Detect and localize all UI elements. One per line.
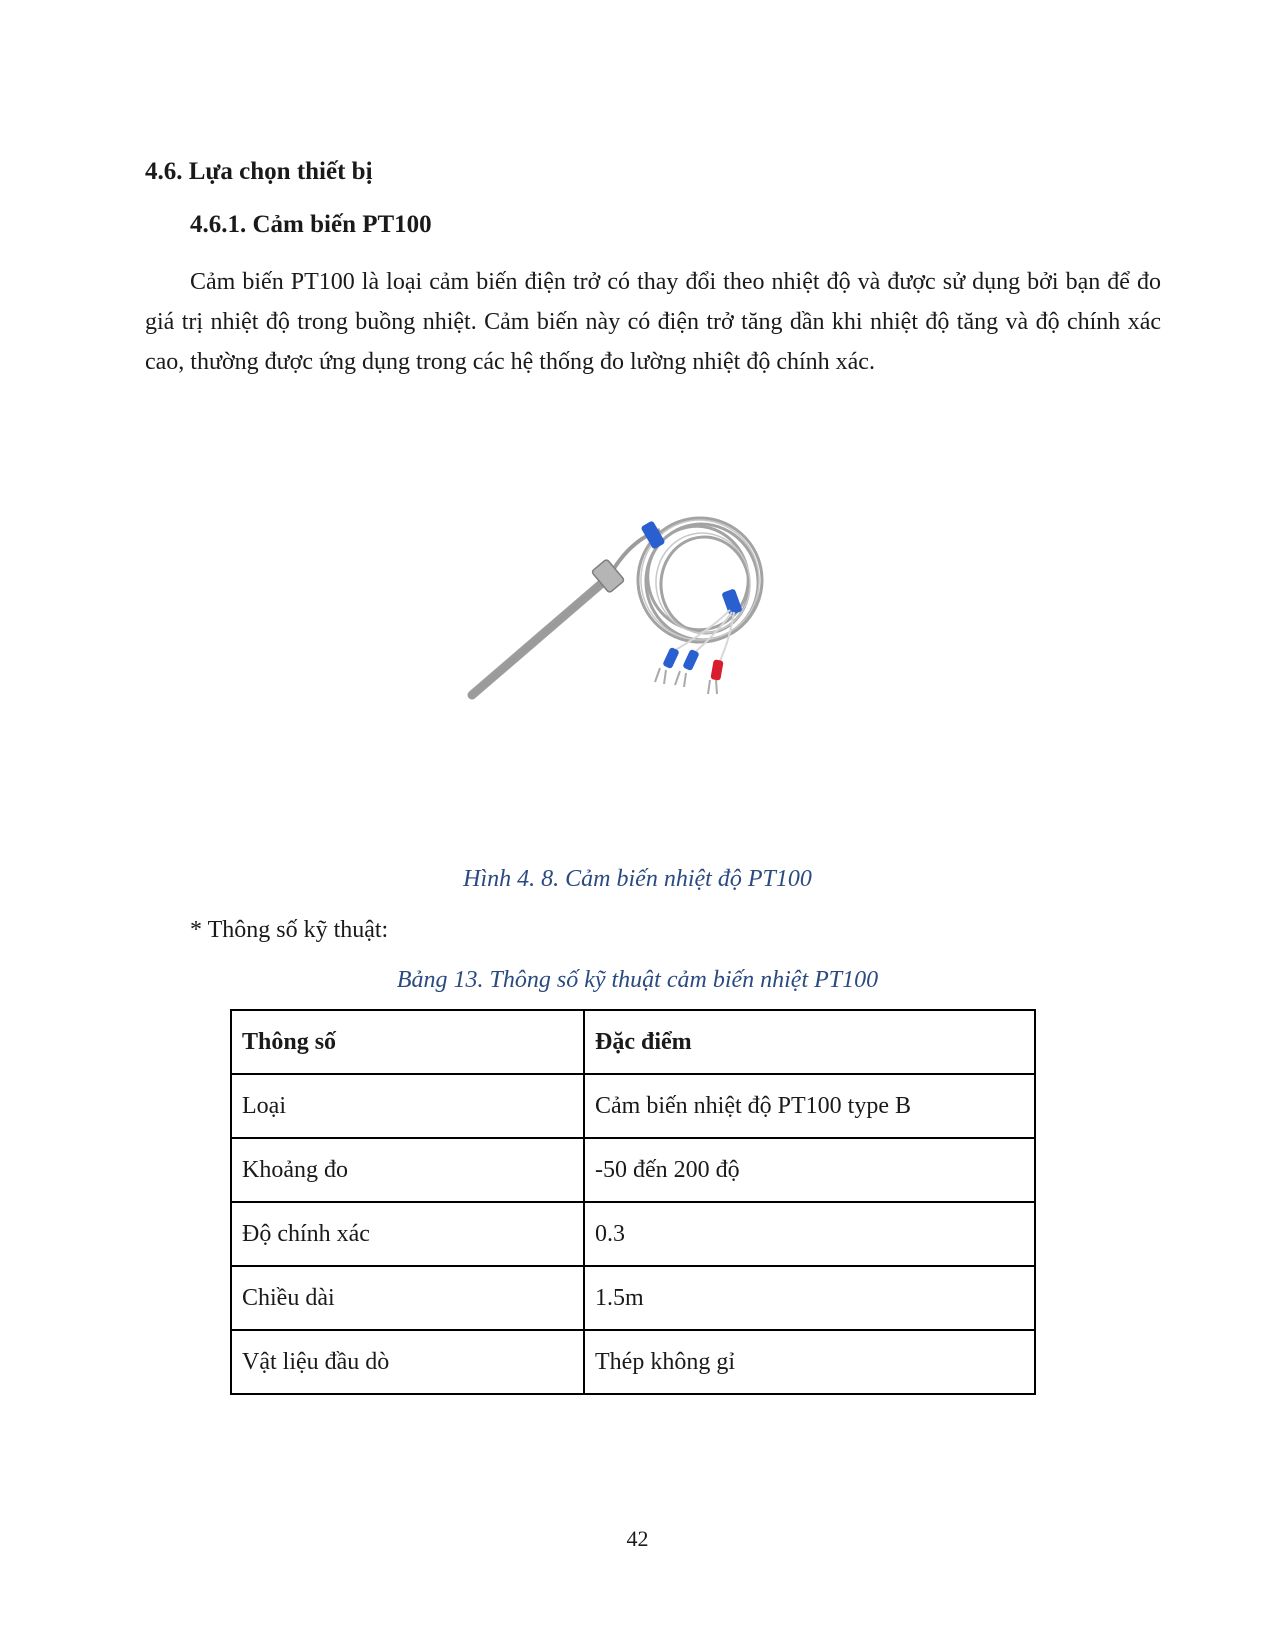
table-header-row: [231, 1010, 1035, 1074]
pt100-sensor-image: [460, 500, 820, 740]
table-row: [231, 1074, 1035, 1138]
table-cell-param: Độ chính xác: [231, 1202, 584, 1266]
figure-caption: Hình 4. 8. Cảm biến nhiệt độ PT100: [463, 866, 812, 892]
table-row: [231, 1266, 1035, 1330]
table-row: [231, 1138, 1035, 1202]
table-cell-param: Vật liệu đầu dò: [231, 1330, 584, 1394]
table-row: [231, 1202, 1035, 1266]
table-cell-param: Khoảng đo: [231, 1138, 584, 1202]
table-cell-value: 1.5m: [584, 1266, 1035, 1330]
table-cell-param: Loại: [231, 1074, 584, 1138]
table-cell-param: Chiều dài: [231, 1266, 584, 1330]
section-heading: 4.6. Lựa chọn thiết bị: [145, 158, 373, 185]
header-cell-feature: Đặc điểm: [584, 1010, 1035, 1074]
spec-label: * Thông số kỹ thuật:: [190, 917, 389, 943]
table-cell-value: 0.3: [584, 1202, 1035, 1266]
table-row: [231, 1330, 1035, 1394]
table-cell-value: -50 đến 200 độ: [584, 1138, 1035, 1202]
spec-table: [230, 1009, 1036, 1395]
pt100-sensor-illustration: [460, 500, 820, 740]
header-cell-param: Thông số: [231, 1010, 584, 1074]
table-cell-value: Thép không gỉ: [584, 1330, 1035, 1394]
table-cell-value: Cảm biến nhiệt độ PT100 type B: [584, 1074, 1035, 1138]
table-caption: Bảng 13. Thông số kỹ thuật cảm biến nhiệt PT100: [396, 967, 879, 993]
subsection-heading: 4.6.1. Cảm biến PT100: [190, 211, 432, 238]
body-paragraph: Cảm biến PT100 là loại cảm biến điện trở có thay đổi theo nhiệt độ và được sử dụng bởi bạn để đo giá trị nhiệt độ trong buồng nhiệt. Cảm biến này có điện trở tăng dần khi nhiệt độ tăng và độ chính xác cao, thường được ứng dụng trong các hệ thống đo lường nhiệt độ chính xác.: [145, 269, 1161, 375]
page-number: 42: [626, 1526, 649, 1551]
